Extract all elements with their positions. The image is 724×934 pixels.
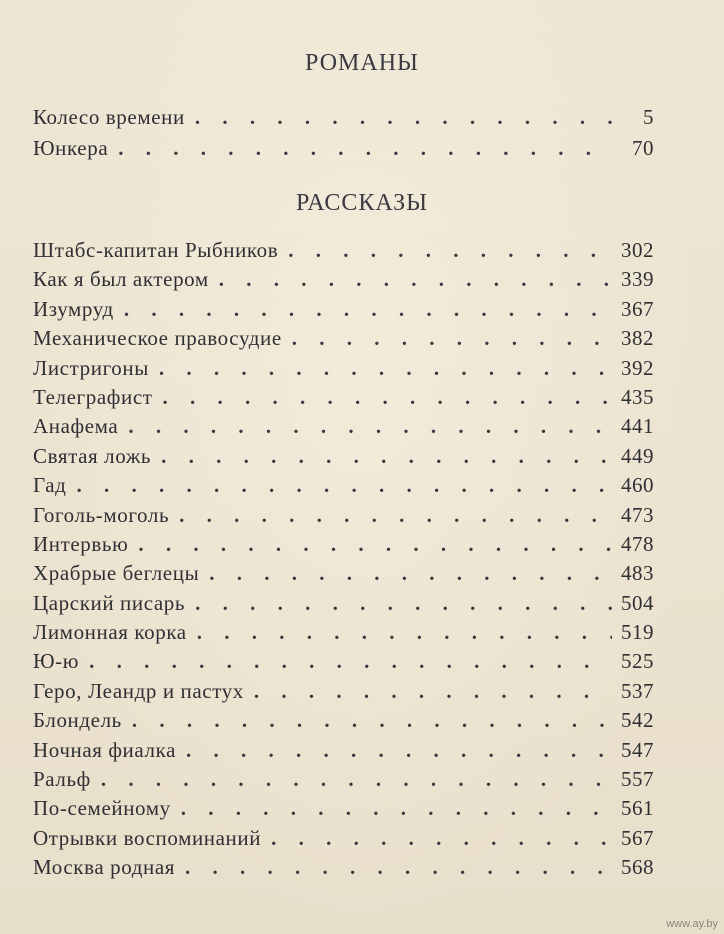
toc-entry-page: 339 [621, 267, 654, 292]
toc-entry [33, 647, 654, 676]
toc-entry-title: Москва родная [33, 855, 176, 880]
toc-entry [33, 736, 654, 765]
toc-entry-title: Телеграфист [33, 384, 153, 409]
toc-entry-title: Штабс-капитан Рыбников [33, 238, 279, 262]
toc-entry-page: 567 [621, 825, 654, 850]
toc-entry-page: 504 [621, 590, 654, 615]
dot-leader [161, 442, 612, 471]
dot-leader [219, 265, 612, 294]
toc-entry [33, 354, 654, 383]
dot-leader [181, 794, 612, 823]
toc-entry-title: Отрывки воспоминаний [33, 825, 262, 850]
toc-entry-title: Храбрые беглецы [33, 561, 200, 586]
dot-leader [195, 102, 612, 133]
toc-entry [33, 501, 654, 530]
toc-entry [33, 236, 654, 265]
toc-entry-title: Колесо времени [33, 105, 185, 129]
toc-entry-title: Святая ложь [33, 443, 152, 468]
toc-entry-page: 473 [621, 502, 654, 527]
toc-entry-title: Изумруд [33, 296, 114, 321]
toc-entry [33, 412, 654, 441]
toc-entry [33, 530, 654, 559]
toc-entry [33, 295, 654, 324]
toc-entry [33, 765, 654, 794]
toc-entry [33, 383, 654, 412]
toc-entry-page: 70 [632, 136, 654, 160]
watermark: www.ay.by [666, 918, 718, 930]
toc-entry [33, 324, 654, 353]
toc-entry-title: Анафема [33, 414, 119, 439]
dot-leader [138, 530, 612, 559]
section-title-stories: РАССКАЗЫ [295, 190, 429, 216]
dot-leader [128, 412, 612, 441]
toc-entry-title: Ночная фиалка [33, 737, 176, 762]
section-title-novels: РОМАНЫ [305, 50, 419, 76]
toc-entry-title: Гад [33, 473, 67, 498]
toc-entry-page: 547 [621, 737, 654, 762]
dot-leader [197, 618, 612, 647]
toc-entry [33, 677, 654, 706]
toc-entry-title: Интервью [33, 531, 129, 556]
toc-entry [33, 133, 654, 164]
toc-entry-page: 302 [621, 238, 654, 262]
toc-entry-page: 519 [621, 620, 654, 645]
toc-entry-title: Геро, Леандр и пастух [33, 678, 244, 703]
toc-entry-title: Как я был актером [33, 267, 209, 292]
toc-entry-title: Царский писарь [33, 590, 186, 615]
dot-leader [89, 647, 612, 676]
toc-entry-page: 568 [621, 855, 654, 880]
dot-leader [179, 501, 612, 530]
toc-entry [33, 706, 654, 735]
toc-entry-page: 460 [621, 473, 654, 498]
toc-entry-title: По-семейному [33, 796, 171, 821]
toc-entry-page: 557 [621, 767, 654, 792]
toc-entry-page: 449 [621, 443, 654, 468]
toc-entry [33, 559, 654, 588]
toc-entry-title: Лимонная корка [33, 620, 187, 645]
toc-entry-page: 367 [621, 296, 654, 321]
toc-entry-title: Юнкера [33, 136, 109, 160]
toc-entry [33, 589, 654, 618]
dot-leader [101, 765, 612, 794]
toc-entry-title: Ральф [33, 767, 91, 792]
toc-entry-page: 392 [621, 355, 654, 380]
dot-leader [195, 589, 612, 618]
dot-leader [163, 383, 612, 412]
dot-leader [186, 736, 612, 765]
toc-entry [33, 471, 654, 500]
toc-entry-page: 435 [621, 384, 654, 409]
toc-entry-page: 483 [621, 561, 654, 586]
toc-entry-page: 478 [621, 531, 654, 556]
dot-leader [271, 824, 612, 853]
toc-list-stories [33, 236, 654, 883]
dot-leader [254, 677, 612, 706]
toc-entry-page: 441 [621, 414, 654, 439]
toc-entry-page: 5 [643, 105, 654, 129]
toc-entry [33, 794, 654, 823]
dot-leader [288, 236, 612, 265]
dot-leader [124, 295, 612, 324]
toc-entry [33, 618, 654, 647]
dot-leader [292, 324, 612, 353]
toc-entry [33, 824, 654, 853]
toc-entry-page: 561 [621, 796, 654, 821]
dot-leader [118, 133, 612, 164]
toc-entry-title: Ю-ю [33, 649, 80, 674]
toc-entry-title: Блондель [33, 708, 122, 733]
toc-entry-page: 542 [621, 708, 654, 733]
dot-leader [185, 853, 612, 882]
dot-leader [132, 706, 612, 735]
dot-leader [209, 559, 612, 588]
dot-leader [159, 354, 612, 383]
toc-entry-page: 525 [621, 649, 654, 674]
toc-entry-title: Механическое правосудие [33, 326, 282, 351]
toc-entry-page: 382 [621, 326, 654, 351]
dot-leader [76, 471, 612, 500]
toc-entry [33, 442, 654, 471]
toc-entry [33, 265, 654, 294]
toc-entry-title: Гоголь-моголь [33, 502, 170, 527]
toc-entry [33, 102, 654, 133]
toc-entry [33, 853, 654, 882]
toc-entry-page: 537 [621, 678, 654, 703]
toc-list-novels [33, 102, 654, 164]
toc-entry-title: Листригоны [33, 355, 149, 380]
